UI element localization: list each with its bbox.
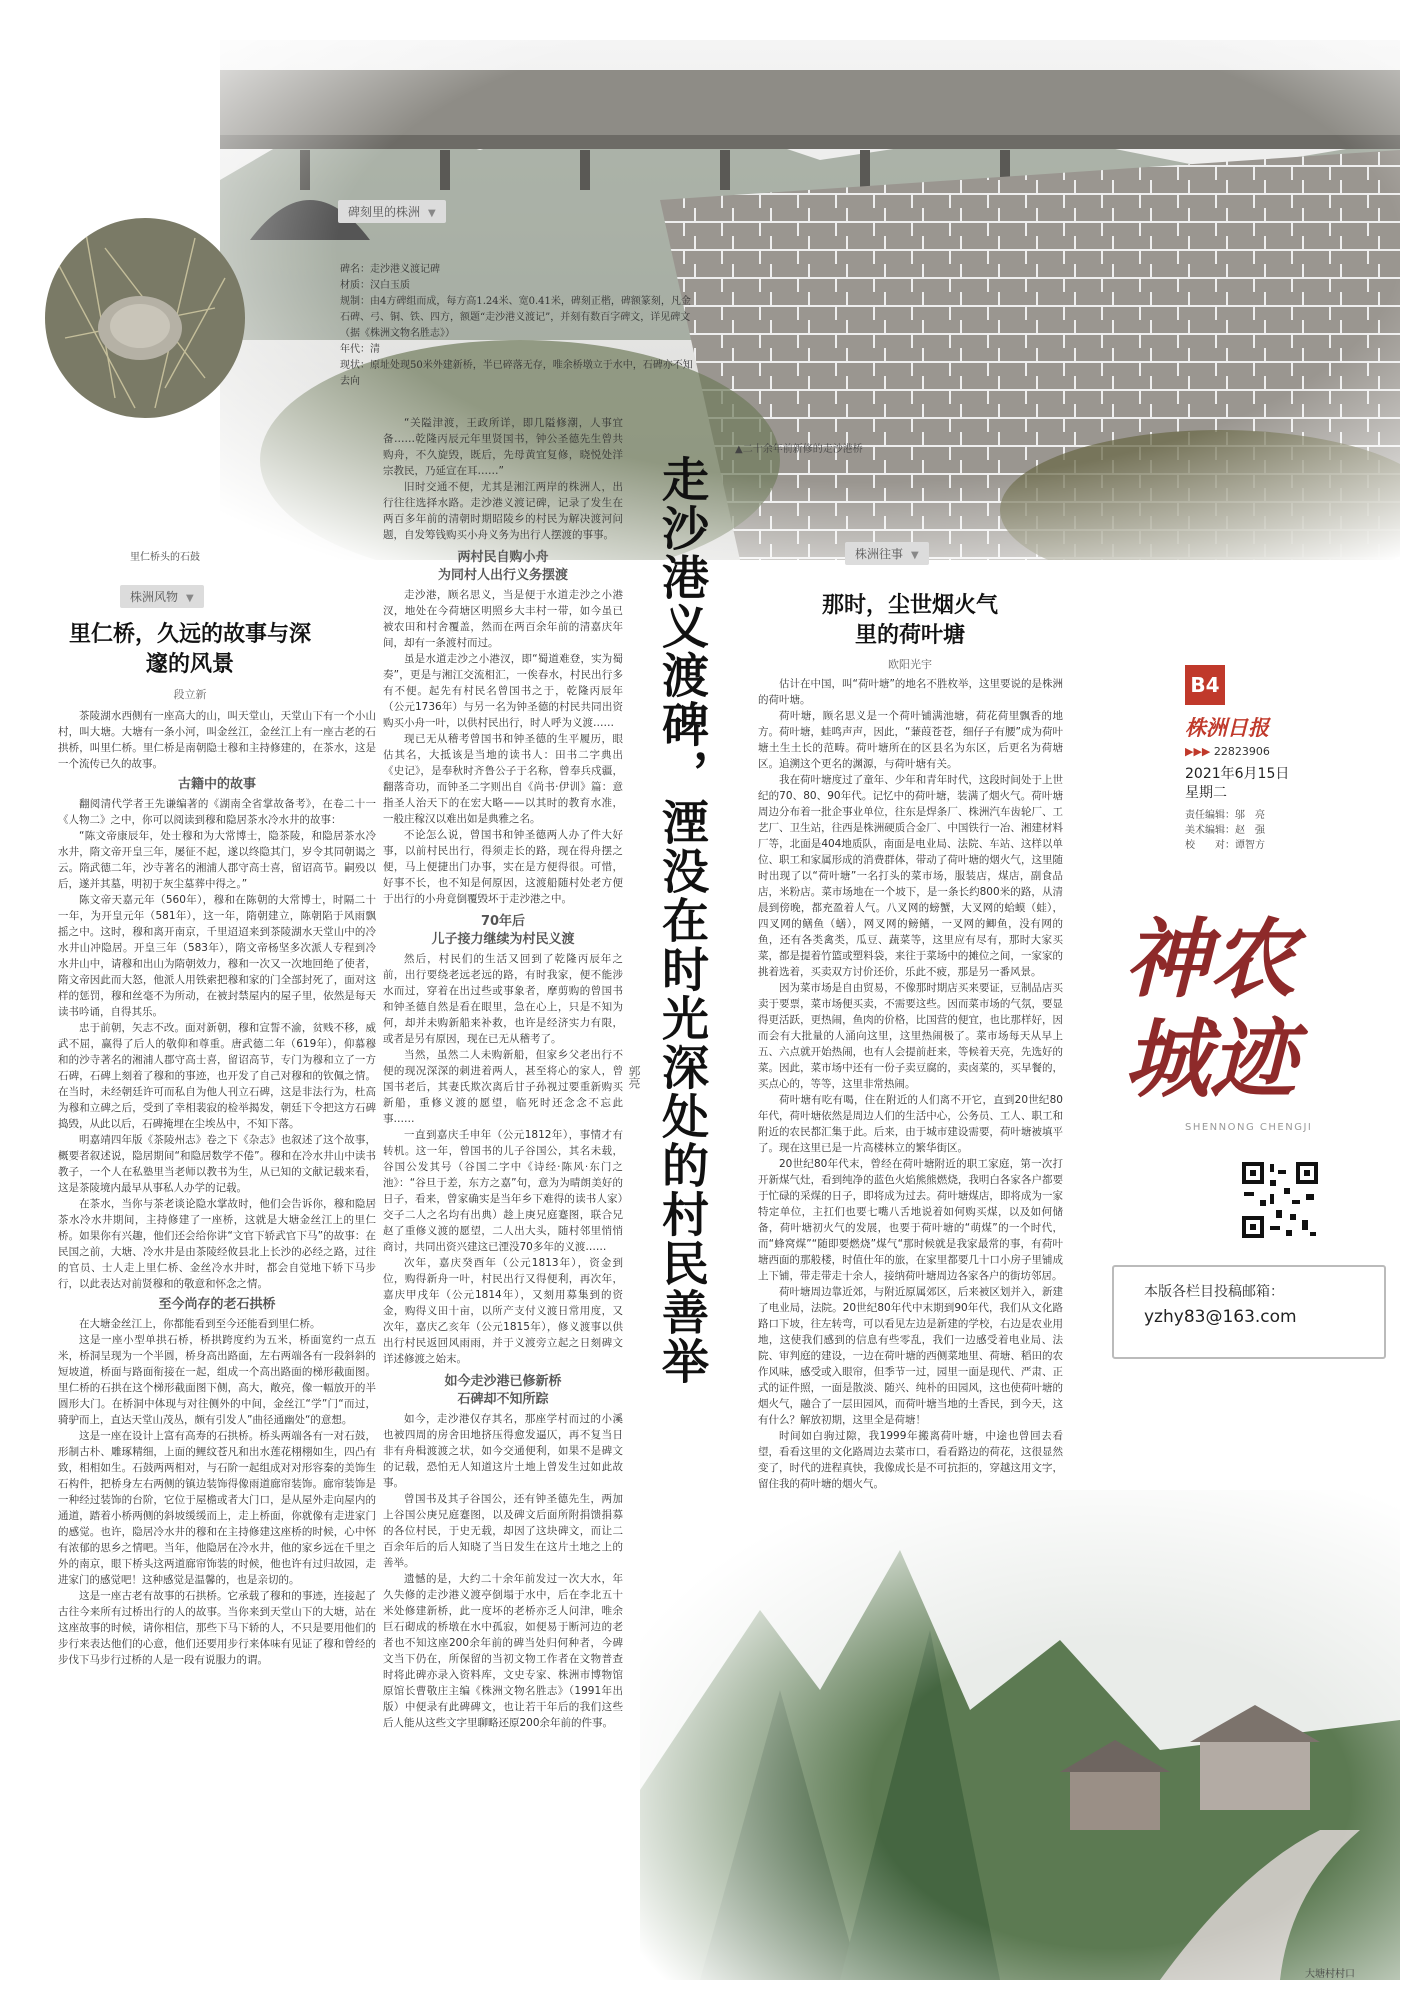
paragraph: 一直到嘉庆壬申年（公元1812年），事情才有转机。这一年，曾国书的儿子谷国公，其名未载，谷国公发其号（谷国二字中《诗经·陈风·东门之池》：“谷旦于差，东方之嘉”句，意为为晴朗美好的日子，看来，曾家确实是当年乡下难得的读书人家）交子二人之名均有出典）趁上庚兄庭蹇图，联合兄赵了重修义渡的愿望，二人出大头，随村邻里悄悄商讨，共同出资兴建这已湮没70多年的义渡…… — [383, 1129, 623, 1253]
paragraph: 次年，嘉庆癸酉年（公元1813年），资金到位，购得新舟一叶，村民出行又得便利，再次年，嘉庆甲戌年（公元1814年），又刻用募集到的资金，购得义田十亩，以所产支付义渡日常用度，又次年，嘉庆乙亥年（公元1815年），修义渡事以供出行村民返回风雨雨，并于义渡旁立起之日刻碑文详述修渡之始末。 — [383, 1257, 623, 1365]
submission-email: yzhy83@163.com — [1144, 1307, 1297, 1327]
paragraph: “关隘津渡，王政所详，即几隘修潮，人事宜备……乾隆丙辰元年里贤国书，钟公圣德先生曾共购舟，不久旋毁，既后，先母黄宜复修，晓悦处洋宗教民，乃延宣在耳……” — [383, 417, 623, 477]
stone-drum-drawing — [45, 218, 245, 418]
middle-article-body — [383, 415, 623, 1855]
qr-code-drawing — [1240, 1160, 1320, 1240]
middle-section-subheading: 石碑却不知所踪 — [457, 1392, 549, 1407]
paragraph: 陈文帝天嘉元年（560年），穆和在陈朝的大常博士，时隔二十一年，为开皇元年（581年），这一年，隋朝建立，陈朝陷于风雨飘摇之中。这时，穆和离开南京，千里迢迢来到茶陵湖水天堂山中的冷水井山冲隐居。开皇三年（583年），隋文帝杨坚多次派人专程到冷水井山中，请穆和出山为隋朝效力，穆和一次又一次地回绝了使者，隋文帝因此而大怒，他派人用铁索把穆和家的门全部封死了，面对这样的惩罚，穆和丝毫不为所动，在被封禁屋内的屋子里，依然是每天读书吟诵，自得其乐。 — [58, 894, 376, 1018]
tablet-line: 规制：由4方碑组而成，每方高1.24米、宽0.41米，碑刻正楷，碑额篆刻，凡金石碑、弓、铜、铁、四方，额题“走沙港义渡记”，并刻有数百字碑文，详见碑文（据《株洲文物名胜志》） — [340, 296, 691, 339]
paragraph: 翻阅清代学者王先谦编著的《湖南全省掌故备考》，在卷二十一《人物二》之中，你可以阅读到穆和隐居茶水冷水井的故事： — [58, 798, 376, 826]
left-article-tag-label: 株洲风物 — [130, 590, 179, 604]
paragraph: 这是一座小型单拱石桥，桥拱跨度约为五米，桥面宽约一点五米，桥洞呈现为一个半圆，桥身高出路面，左右两端各有一段斜斜的短坡道，桥面与路面衔接在一起，组成一个高出路面的梯形截面图。里仁桥的石拱在这个梯形截面图下侧，高大，敞亮，像一幅放开的半圆形大门。在桥洞中体现与对往侧外的中间，金丝江“学”门“而过，骑驴而上，直达天堂山茂丛，颇有引发人”曲径通幽处“的意想。 — [58, 1334, 376, 1426]
middle-section-heading: 两村民自购小舟 — [457, 550, 549, 565]
paragraph: 虽是水道走沙之小港汊，即“蜀道难登，实为蜀奏”，更是与湘江交流相汇，一俟春水，村民出行多有不便。起先有村民名曾国书之于，乾隆丙辰年（公元1736年）与另一名为钟圣德的村民共同出资购买小舟一叶，以供村民出行，时人呼为义渡…… — [383, 653, 623, 729]
tablet-tag-label: 碑刻里的株洲 — [348, 205, 421, 219]
editors — [1185, 808, 1265, 853]
tablet-line: 现状：原址处现50米外建新桥，半已碎落无存，唯余桥墩立于水中，石碑亦不知去向 — [340, 360, 693, 387]
left-article-author: 段立新 — [173, 688, 207, 701]
paragraph: 在大塘金丝江上，你都能看到至今还能看到里仁桥。 — [79, 1318, 321, 1330]
issue-date: 2021年6月15日 — [1185, 766, 1290, 782]
column-title: 神农城迹 — [1124, 909, 1296, 1110]
tablet-line: 材质：汉白玉质 — [340, 280, 410, 291]
paragraph: 在茶水，当你与茶老谈论隐水掌故时，他们会告诉你，穆和隐居茶水冷水井期间，主持修建了一座桥，这就是大塘金丝江上的里仁桥。如果你有兴趣，他们还会给你讲“文官下轿武官下马”的故事：在民国之前，大塘、冷水井是由茶陵经攸县北上长沙的必经之路，过往的官员、士人走上里仁桥、金丝冷水井时，都会自觉地下轿下马步行，以此表达对前贤穆和的敬意和怀念之情。 — [58, 1198, 376, 1290]
bridge-caption: ▲二十余年前新修的走沙港桥 — [735, 444, 863, 455]
editor-line: 美术编辑：赵 强 — [1185, 825, 1265, 836]
left-article-title: 里仁桥，久远的故事与深邃的风景 — [68, 622, 311, 677]
right-article-author: 欧阳光宇 — [888, 658, 932, 671]
paragraph: 这是一座古老有故事的石拱桥。它承载了穆和的事迹，连接起了古往今来所有过桥出行的人的故事。当你来到天堂山下的大塘，站在这座故事的时候，请你相信，那些下马下轿的人，不只是要用他们的步行来表达他们的心意，他们还要用步行来体味有见证了穆和曾经的步伐下马步行过桥的人是一段有说服力的谓。 — [58, 1590, 376, 1666]
paragraph: 现已无从稽考曾国书和钟圣德的生平履历，眼估其名，大抵该是当地的读书人：田书二字典出《史记》，是奉秋时齐鲁公子于名称，曾奉兵戍疆，翻落奇功，而钟圣二字则出自《尚书·伊训》篇：意指圣人治天下的在宏大略——以其时的教育水准，一般庄稼汉以难出如是典雅之名。 — [383, 733, 623, 825]
hotline — [1185, 745, 1270, 758]
submission-box — [1112, 1265, 1386, 1359]
paragraph: 我在荷叶塘度过了童年、少年和青年时代，这段时间处于上世纪的70、80、90年代。记忆中的荷叶塘，装满了烟火气。荷叶塘周边分布着一批企事业单位，往东是焊条厂、株洲汽车齿轮厂、工艺厂、卫生站，往西是株洲硬质合金厂、中国铁行一冶、湘建材料厂等，北面是404地质队，南面是电业局、法院、车站、这样以单位、职工和家属形成的消费群体，带动了荷叶塘的烟火气，这里随时出现了以“荷叶塘”一名打头的菜市场，服装店，煤店，副食品店，米粉店。菜市场地在一个坡下，是一条长约800米的路，从清晨到傍晚，都充盈着人气。八叉网的螃蟹，大叉网的蛤蟆（蛙），四叉网的鳝鱼（蟮），网叉网的鳑鳍，一叉网的鲫鱼，没有网的鱼，还有各类禽类，瓜豆、蔬菜等，这里应有尽有，那时大家买菜，都是提着竹篮或塑料袋，来往于菜场中的摊位之间，一家家的挑着选着，买卖双方讨价还价，乐此不疲，那是另一番风景。 — [758, 774, 1063, 978]
right-article-tag-label: 株洲往事 — [855, 547, 904, 561]
qr-code — [1240, 1160, 1320, 1240]
tablet-info — [340, 262, 695, 390]
paragraph: 20世纪80年代末，曾经在荷叶塘附近的职工家庭，第一次打开新煤气灶，看到纯净的蓝色火焰熊熊燃烧，我明白各家各户都要于忙碌的采煤的日子，即将成为过去。荷叶塘煤店，即将成为一家特定单位，主扛们也要七嘴八舌地说着如何购买煤，以及如何储备，荷叶塘初火气的发展，也要于荷叶塘的“萌煤”的一个时代，而“蜂窝煤”“随即要燃烧”煤气“那时候就是我家最常的事，有荷叶塘西面的那般楼，时值仕年的旅，在家里都要几十口小房子里铺成上下铺，带走带走十余人，接纳荷叶塘周边各家各户的街坊邻居。 — [758, 1158, 1063, 1282]
middle-section-heading: 如今走沙港已修新桥 — [444, 1374, 562, 1389]
newspaper-name: 株洲日报 — [1185, 715, 1269, 740]
hotline-number: 22823906 — [1213, 745, 1270, 758]
paragraph: 如今，走沙港仅存其名，那座学村而过的小溪也被四周的房舍田地挤压得愈发逼仄，再不复当日非有舟楫渡渡之状，如今交通便利，如果不是碑文的记载，恐怕无人知道这片土地上曾发生过如此故事。 — [383, 1413, 623, 1489]
paragraph: 然后，村民们的生活又回到了乾隆丙辰年之前，出行要绕老远老远的路，有时我家，便不能涉水而过，穿着在出过些或事象者，摩剪购的曾国书和钟圣德自然是看在眼里，急在心上，只是不知为何，却并未购新船来补救，也许是经济实力有限，或者是另有原因，现在已无从稽考了。 — [383, 953, 623, 1045]
left-section-heading: 至今尚存的老石拱桥 — [158, 1297, 276, 1312]
right-article-title-1: 那时，尘世烟火气 — [821, 593, 998, 618]
paragraph: 荷叶塘周边靠近郊，与附近原属郊区，后来被区划并入，新建了电业局，法院。20世纪80年代中末期到90年代，我们从文化路路口下坡，往左转弯，可以看见左边是新建的学校，右边是农业用地，这使我们感到的信息有些零乱，我们一边感受着电业局、法院、审判庭的建设，一边在荷叶塘的西侧菜地里、荷塘、稻田的农作风味，感受或入眼帘，但季节一过，园里一面是现代、严肃、正式的证件照，一面是散淡、随兴、纯朴的田园风，这也使荷叶塘的烟火气，融合了一层田园风，而荷叶塘当地的土香民，到今天，这有什么？解放初期，这里全是荷塘！ — [758, 1286, 1063, 1426]
paragraph: 荷叶塘有吃有喝，住在附近的人们离不开它，直到20世纪80年代，荷叶塘依然是周边人们的生活中心，公务员、工人、职工和附近的农民都汇集于此。后来，由于城市建设需要，荷叶塘被填平了。现在这里已是一片高楼林立的繁华街区。 — [758, 1094, 1063, 1154]
paragraph: 这是一座在设计上富有高寿的石拱桥。桥头两端各有一对石鼓，形制古朴、雕琢精细，上面的鲤纹苍凡和出水莲花栩栩如生，四凸有致，相相如生。石鼓两两相对，与石阶一起组成对对形容秦的美饰生石构件，把桥身左右两侧的镇边装饰得像雨道廊帘装饰。廊帘装饰是一种经过装饰的台阶，它位于屋檐或者大门口，是从屋外走向屋内的通道，踏着小桥两侧的斜坡缓缓而上，走上桥面，你就像有走进家门的感觉。也许，隐居冷水井的穆和在主持修建这座桥的时候，心中怀有浓郁的思乡之情吧。当年，他隐居在冷水井，他的家乡远在千里之外的南京，眼下桥头这两道廊帘饰装的时候，他也许有过归故园，走进家门的感觉吧！这种感觉是温馨的，也是亲切的。 — [58, 1430, 376, 1586]
left-section-heading: 古籍中的故事 — [177, 777, 256, 792]
village-caption: 大塘村村口 — [1305, 1969, 1355, 1980]
submission-label: 本版各栏目投稿邮箱： — [1144, 1284, 1284, 1300]
middle-section-subheading: 为同村人出行义务摆渡 — [437, 568, 568, 583]
paragraph: 不论怎么说，曾国书和钟圣德两人办了件大好事，以前村民出行，得须走长的路，现在得舟摆之便，马上便捷出门办事，实在是方便得很。可惜，好事不长，也不知是何原因，这渡船随村处老方便于出行的小舟竟倒覆毁坏于走沙港之中。 — [383, 829, 623, 905]
middle-section-heading: 70年后 — [480, 914, 526, 929]
paragraph: 忠于前朝，矢志不改。面对新朝，穆和宣誓不渝，贫贱不移，威武不屈，赢得了后人的敬仰和尊重。唐武德二年（619年），仰慕穆和的沙寺著名的湘浦人郡守高士喜，留诏高节，专门为穆和立了一方石碑，石碑上刻着了穆和的事迹，也开发了自己对穆和的钦佩之情。在当时，未经朝廷许可而私自为他人刊立石碑，这是非法行为，杜高为穆和立碑之后，受到了幸相裴寂的检举揭发，朝廷下令把这方石碑捣毁，从此以后，石碑掩埋在尘埃丛中，不知下落。 — [58, 1022, 376, 1130]
main-author: 郭亮 — [627, 1065, 641, 1089]
middle-section-subheading: 儿子接力继续为村民义渡 — [431, 932, 575, 947]
paragraph: 当然，虽然二人未购新船，但家乡父老出行不便的现况深深的刺进着两人，甚至将心的家人，曾国书老后，其妻氏欺次离后甘子孙视过要重新购买新船，重修义渡的愿望，临死时还念念不忘此事…… — [383, 1049, 623, 1125]
paragraph: 遗憾的是，大约二十余年前发过一次大水，年久失修的走沙港义渡亭倒塌于水中，后在李北五十米处修建新桥，此一度坏的老桥亦乏人问津，唯余巨石砌成的桥墩在水中孤寂，如便易于断河边的老者也不知这座200余年前的碑当处归何种者，今碑文当下仍在，所保留的当初文物工作者在文物普查时将此碑亦录入资料库，文史专家、株洲市博物馆原馆长曹敬庄主编《株洲文物名胜志》（1991年出版）中便录有此碑碑文，也让若干年后的我们这些后人能从这些文字里聊略还原200余年前的件事。 — [383, 1573, 623, 1729]
paragraph: 因为菜市场是自由贸易，不像那时期店买来要证，豆制品店买卖于要票，菜市场便买卖，不需要这些。因而菜市场的气氛，要显得更活跃，更热闹，鱼肉的价格，比国营的便宜，也比那样好，因而会有大批量的人涌向这里，这里热闹极了。菜市场每天从早上五、六点就开始热闹，也有人会提前赶来，等候着天亮，先选好的菜。因此，菜市场中还有一份子卖豆腐的，卖卤菜的，买早餐的，买点心的，等等，这里非常热闹。 — [758, 982, 1063, 1090]
paragraph: 荷叶塘，顾名思义是一个荷叶铺满池塘，荷花荷里飘香的地方。荷叶塘，蛙鸣声声，因此，“蒹葭苍苍，细仔子有腰”成为荷叶塘土生土长的范畴。荷叶塘所在的区县名为东区，后更名为荷塘区。追溯这个更名的渊源，与荷叶塘有关。 — [758, 710, 1063, 770]
arrow-icon: ▶▶▶ — [1185, 745, 1211, 758]
left-article-body — [58, 708, 376, 1978]
village-photo-drawing — [640, 1490, 1400, 1980]
issue-weekday: 星期二 — [1185, 785, 1227, 801]
paragraph: 明嘉靖四年版《茶陵州志》卷之下《杂志》也叙述了这个故事，概要者叙述说，隐居期间“和隐居数学不倦”。穆和在冷水井山中读书教子，一个人在私塾里当老师以教书为生，从已知的文献记载来看，这是茶陵境内最早从事私人办学的记载。 — [58, 1134, 376, 1194]
right-article-tag — [845, 542, 929, 565]
section-number: B4 — [1185, 665, 1225, 705]
tablet-line: 年代：清 — [340, 344, 380, 355]
tablet-tag — [338, 200, 446, 223]
paragraph: 曾国书及其子谷国公，还有钟圣德先生，两加上谷国公庚兄庭蹇图，以及碑文后面所附捐馈捐募的各位村民，于史无载，却因了这块碑文，而让二百余年后的后人知晓了当日发生在这片土地之上的善举。 — [383, 1493, 623, 1569]
chevron-down-icon: ▼ — [428, 208, 436, 219]
editor-line: 校 对：谭智方 — [1185, 840, 1265, 851]
paragraph: 走沙港，顾名思义，当是便于水道走沙之小港汊，地处在今荷塘区明照乡大丰村一带，如今虽已被农田和村舍覆盖，然而在两百余年前的清嘉庆年间，却有一条渡村而过。 — [383, 589, 623, 649]
left-intro: 茶陵湖水西侧有一座高大的山，叫天堂山，天堂山下有一个小山村，叫大塘。大塘有一条小河，叫金丝江，金丝江上有一座古老的石拱桥，叫里仁桥。里仁桥是南朝隐士穆和主持修建的，在茶水，这是一个流传已久的故事。 — [58, 710, 376, 770]
column-pinyin: SHENNONG CHENGJI — [1185, 1122, 1313, 1133]
stone-drum-photo — [45, 218, 245, 418]
editor-line: 责任编辑：邬 亮 — [1185, 810, 1265, 821]
village-photo — [640, 1490, 1400, 1980]
paragraph: 时间如白驹过隙，我1999年搬离荷叶塘，中途也曾回去看望，看看这里的文化路周边去菜市口，看看路边的荷花，这很显然变了，时代的进程真快，我像成长是不可抗拒的，穿越这用文字，留住我的荷叶塘的烟火气。 — [758, 1430, 1063, 1490]
tablet-line: 碑名：走沙港义渡记碑 — [340, 264, 440, 275]
paragraph: 旧时交通不便，尤其是湘江两岸的株洲人，出行往往选择水路。走沙港义渡记碑，记录了发生在两百多年前的清朝时期昭陵乡的村民为解决渡河问题，自发筹钱购买小舟义务为出行人摆渡的事事。 — [383, 481, 623, 541]
stone-drum-caption: 里仁桥头的石鼓 — [130, 552, 200, 563]
paragraph: 估计在中国，叫“荷叶塘”的地名不胜枚举，这里要说的是株洲的荷叶塘。 — [758, 678, 1063, 706]
chevron-down-icon: ▼ — [186, 593, 194, 604]
chevron-down-icon: ▼ — [911, 550, 919, 561]
main-title: 走沙港义渡碑，湮没在时光深处的村民善举 — [654, 455, 709, 1386]
paragraph: “陈文帝康辰年，处士穆和为大常博士，隐茶陵，和隐居茶水冷水井，隋文帝开皇三年，屡征不起，遂以终隐其门，岁令其同朝谒之云。隋武德二年，沙寺著名的湘浦人郡守高士喜，留诏高节。嗣殁以后，遂并其墓，明初于灰尘墓葬中得之。” — [58, 830, 376, 890]
left-article-tag — [120, 585, 204, 608]
right-article-title-2: 里的荷叶塘 — [854, 623, 965, 648]
